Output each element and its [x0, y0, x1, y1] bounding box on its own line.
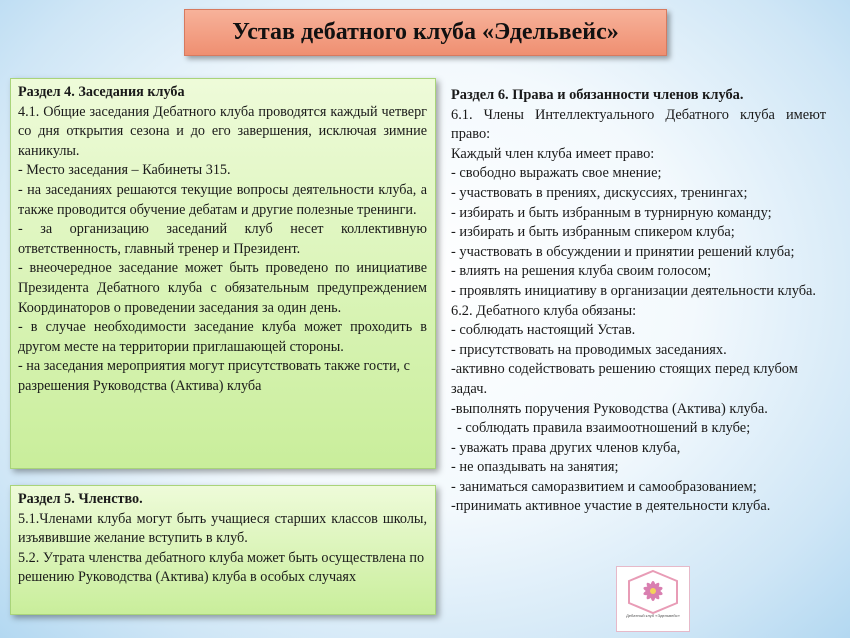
- section-6-item: 6.1. Члены Интеллектуального Дебатного клуба имеют право:: [451, 106, 826, 143]
- section-4-item: - за организацию заседаний клуб несет коллективную ответственность, главный тренер и Президент.: [18, 221, 427, 257]
- section-6-item: - участвовать в обсуждении и принятии решений клуба;: [451, 243, 795, 260]
- section-6-heading: Раздел 6. Права и обязанности членов клуба.: [451, 87, 744, 103]
- section-4-heading: Раздел 4. Заседания клуба: [18, 84, 185, 100]
- section-6-item: -активно содействовать решению стоящих перед клубом задач.: [451, 361, 798, 397]
- section-4-item: 4.1. Общие заседания Дебатного клуба проводятся каждый четверг со дня открытия сезона и до его завершения, исключая зимние каникулы.: [18, 103, 427, 159]
- section-6-item: Каждый член клуба имеет право:: [451, 145, 655, 162]
- section-6-item: -принимать активное участие в деятельности клуба.: [451, 498, 771, 515]
- club-logo: [616, 566, 690, 632]
- section-5-item: 5.1.Членами клуба могут быть учащиеся старших классов школы, изъявившие желание вступить в клуб.: [18, 510, 427, 547]
- section-6-item: - избирать и быть избранным в турнирную команду;: [451, 204, 772, 221]
- section-5-heading: Раздел 5. Членство.: [18, 491, 143, 507]
- section-6-item: - соблюдать правила взаимоотношений в клубе;: [457, 420, 751, 437]
- section-4-item: - внеочередное заседание может быть проведено по инициативе Президента Дебатного клуба с обязательным предупреждением Координаторов о проведении заседания за один день.: [18, 260, 427, 316]
- section-6-column: [451, 86, 826, 517]
- section-4-item: - Место заседания – Кабинеты 315.: [18, 162, 231, 179]
- section-5-box: [10, 485, 436, 615]
- section-6-item: - уважать права других членов клуба,: [451, 439, 681, 456]
- logo-caption: Дебатный клуб «Эдельвейс»: [626, 613, 680, 618]
- section-6-item: - проявлять инициативу в организации деятельности клуба.: [451, 282, 816, 299]
- section-4-box: [10, 78, 436, 469]
- section-6-item: -выполнять поручения Руководства (Актива) клуба.: [451, 400, 768, 417]
- section-6-item: - соблюдать настоящий Устав.: [451, 322, 636, 339]
- section-6-item: - присутствовать на проводимых заседаниях.: [451, 341, 727, 358]
- section-4-item: - на заседания мероприятия могут присутствовать также гости, с разрешения Руководства (Актива) клуба: [18, 358, 410, 394]
- section-6-item: - свободно выражать свое мнение;: [451, 165, 662, 182]
- section-6-item: - заниматься саморазвитием и самообразованием;: [451, 478, 757, 495]
- section-5-item: 5.2. Утрата членства дебатного клуба может быть осуществлена по решению Руководства (Актива) клуба в особых случаях: [18, 549, 425, 586]
- edelweiss-flower-icon: [617, 567, 689, 615]
- section-6-item: - влиять на решения клуба своим голосом;: [451, 263, 712, 280]
- page-title: Устав дебатного клуба «Эдельвейс»: [184, 9, 667, 56]
- section-6-item: - не опаздывать на занятия;: [451, 459, 619, 476]
- section-6-item: 6.2. Дебатного клуба обязаны:: [451, 302, 637, 319]
- section-6-item: - участвовать в прениях, дискуссиях, тренингах;: [451, 184, 748, 201]
- section-4-item: - на заседаниях решаются текущие вопросы деятельности клуба, а также проводится обучение дебатам и другие полезные тренинги.: [18, 181, 427, 218]
- section-4-item: - в случае необходимости заседание клуба может проходить в другом месте на территории приглашающей стороны.: [18, 319, 427, 355]
- section-6-item: - избирать и быть избранным спикером клуба;: [451, 224, 735, 241]
